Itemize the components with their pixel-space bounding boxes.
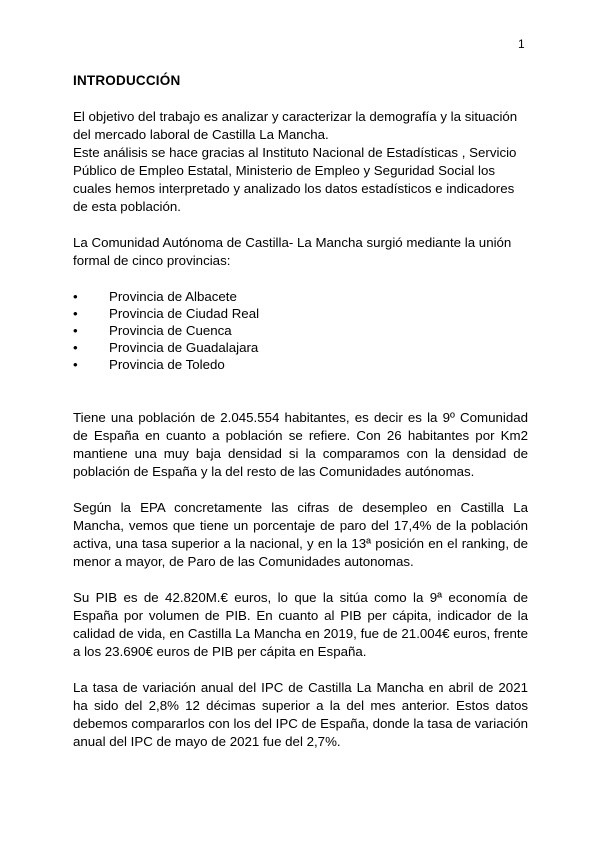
bullet-icon: • (73, 323, 78, 338)
bullet-icon: • (73, 340, 78, 355)
list-item-label: Provincia de Ciudad Real (109, 306, 260, 321)
bullet-icon: • (73, 306, 78, 321)
document-body (73, 72, 528, 751)
list-item (73, 305, 528, 322)
provinces-list (73, 288, 528, 373)
bullet-icon: • (73, 289, 78, 304)
bullet-icon: • (73, 357, 78, 372)
list-item-label: Provincia de Albacete (109, 289, 237, 304)
list-item-label: Provincia de Toledo (109, 357, 225, 372)
intro-paragraph-sources: Este análisis se hace gracias al Instituto Nacional de Estadísticas , Servicio Público de Empleo Estatal, Ministerio de Empleo y Seguridad Social los cuales hemos interpretado y analizado los datos estadísticos e indicadores de esta población. (73, 145, 517, 214)
list-item (73, 339, 528, 356)
unemployment-paragraph: Según la EPA concretamente las cifras de desempleo en Castilla La Mancha, vemos que tiene un porcentaje de paro del 17,4% de la población activa, una tasa superior a la nacional, y en la 13ª posición en el ranking, de menor a mayor, de Paro de las Comunidades autonomas. (73, 500, 528, 569)
gdp-paragraph: Su PIB es de 42.820M.€ euros, lo que la sitúa como la 9ª economía de España por volumen de PIB. En cuanto al PIB per cápita, indicador de la calidad de vida, en Castilla La Mancha en 2019, fue de 21.004€ euros, frente a los 23.690€ euros de PIB per cápita en España. (73, 590, 528, 659)
provinces-intro-paragraph: La Comunidad Autónoma de Castilla- La Mancha surgió mediante la unión formal de cinco provincias: (73, 235, 512, 268)
page-number: 1 (518, 37, 525, 51)
list-item-label: Provincia de Guadalajara (109, 340, 259, 355)
list-item-label: Provincia de Cuenca (109, 323, 232, 338)
list-item (73, 322, 528, 339)
cpi-paragraph: La tasa de variación anual del IPC de Castilla La Mancha en abril de 2021 ha sido del 2,8% 12 décimas superior a la del mes anterior. Estos datos debemos compararlos con los del IPC de España, donde la tasa de variación anual del IPC de mayo de 2021 fue del 2,7%. (73, 680, 528, 749)
section-heading: INTRODUCCIÓN (73, 73, 181, 88)
population-paragraph: Tiene una población de 2.045.554 habitantes, es decir es la 9º Comunidad de España en cuanto a población se refiere. Con 26 habitantes por Km2 mantiene una muy baja densidad si la comparamos con la densidad de población de España y la del resto de las Comunidades autónomas. (73, 410, 528, 479)
list-item (73, 288, 528, 305)
intro-paragraph-objective: El objetivo del trabajo es analizar y caracterizar la demografía y la situación del mercado laboral de Castilla La Mancha. (73, 109, 518, 142)
list-item (73, 356, 528, 373)
